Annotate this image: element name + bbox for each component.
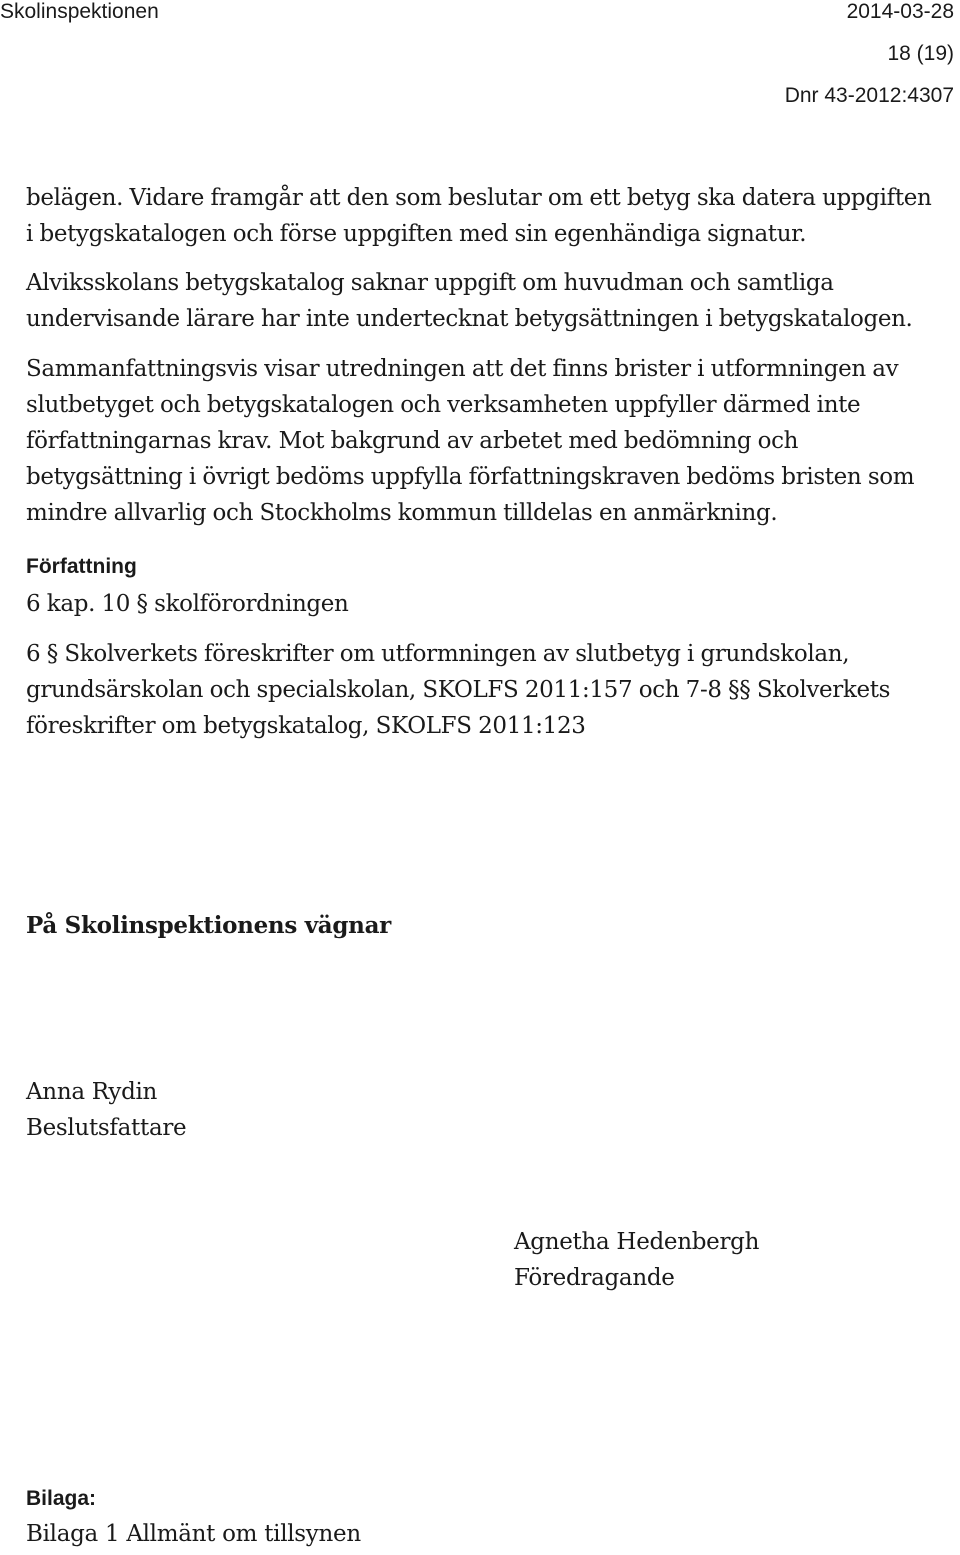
paragraph-signature-requirement: belägen. Vidare framgår att den som beslutar om ett betyg ska datera uppgiften i betygskatalogen och förse uppgiften med sin egenhändiga signatur. (26, 185, 932, 247)
forfattning-heading: Författning (26, 555, 137, 578)
signer-1-name: Anna Rydin (26, 1079, 158, 1105)
header-page-number: 18 (19) (887, 42, 954, 65)
law-reference-2: 6 § Skolverkets föreskrifter om utformningen av slutbetyg i grundskolan, grundsärskolan och specialskolan, SKOLFS 2011:157 och 7-8 §§ Skolverkets föreskrifter om betygskatalog, SKOLFS 2011:123 (26, 641, 891, 739)
bilaga-item: Bilaga 1 Allmänt om tillsynen (26, 1521, 361, 1547)
on-behalf-of: På Skolinspektionens vägnar (26, 912, 391, 939)
header-date: 2014-03-28 (846, 0, 954, 23)
signer-2-name: Agnetha Hedenbergh (514, 1229, 760, 1255)
signer-1-role: Beslutsfattare (26, 1115, 187, 1141)
paragraph-alviksskolan-catalog: Alviksskolans betygskatalog saknar uppgift om huvudman och samtliga undervisande lärare har inte undertecknat betygsättningen i betygskatalogen. (26, 270, 913, 332)
header-organization: Skolinspektionen (0, 0, 159, 23)
header-registration-number: Dnr 43-2012:4307 (784, 84, 954, 107)
law-reference-1: 6 kap. 10 § skolförordningen (26, 591, 349, 617)
signer-2-role: Föredragande (514, 1265, 675, 1291)
bilaga-heading: Bilaga: (26, 1487, 97, 1510)
paragraph-summary: Sammanfattningsvis visar utredningen att det finns brister i utformningen av slutbetyget och betygskatalogen och verksamheten uppfyller därmed inte författningarnas krav. Mot bakgrund av arbetet med bedömning och betygsättning i övrigt bedöms uppfylla författningskraven bedöms bristen som mindre allvarlig och Stockholms kommun tilldelas en anmärkning. (26, 356, 915, 526)
